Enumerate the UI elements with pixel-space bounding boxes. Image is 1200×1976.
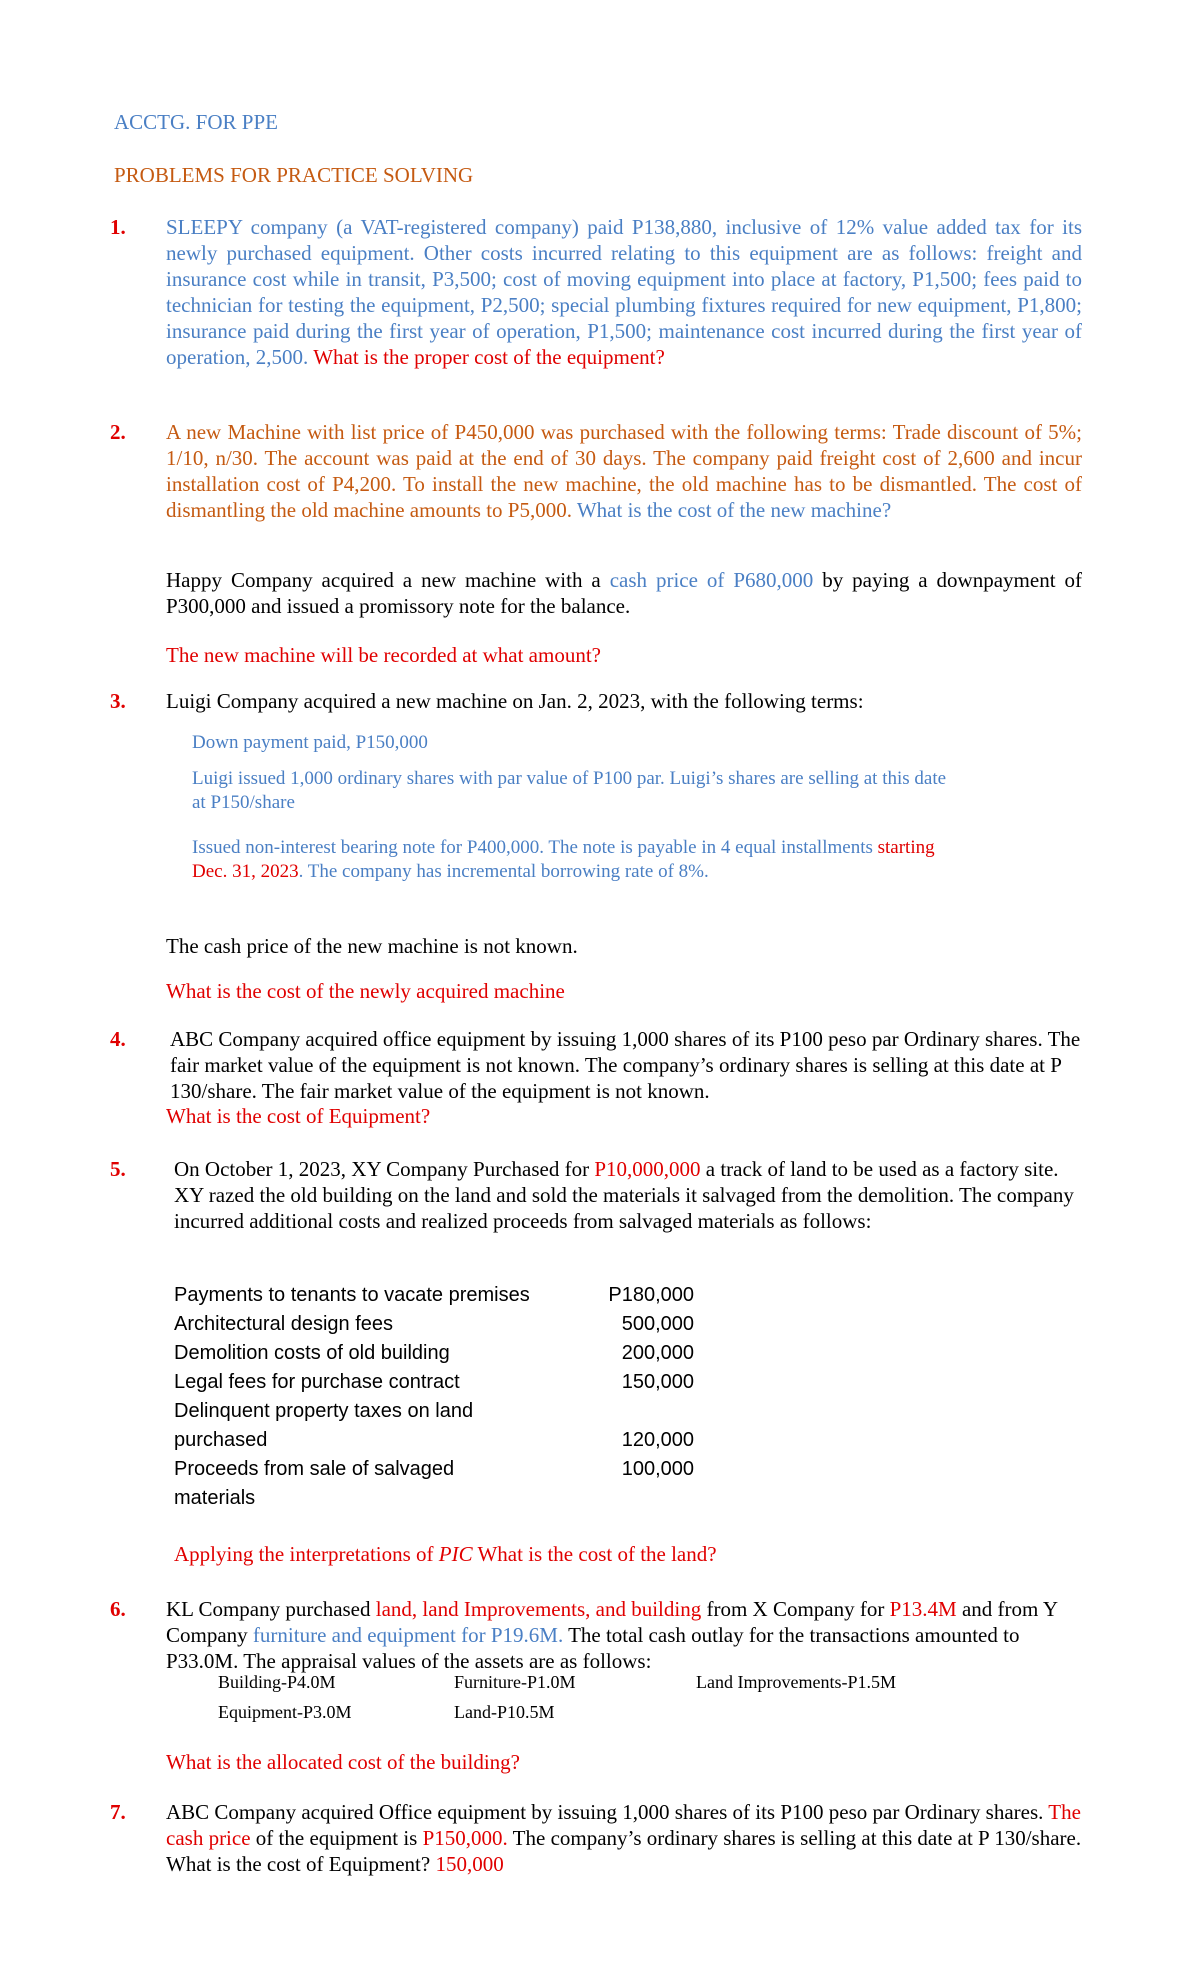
p7-cash-price-label: The cash price: [166, 1800, 1081, 1850]
item-value: 100,000: [621, 1458, 694, 1480]
p7-cash-price: P150,000.: [422, 1826, 508, 1850]
problem-5-q-text-1: Applying the interpretations of: [174, 1542, 439, 1566]
table-row: [174, 1339, 694, 1368]
problem-6-question: What is the allocated cost of the building?: [166, 1750, 520, 1774]
problem-5-q-pic: PIC: [438, 1542, 473, 1566]
item-value: 500,000: [621, 1313, 694, 1335]
p6-text-1: KL Company purchased: [166, 1597, 376, 1621]
item-value: 150,000: [621, 1371, 694, 1393]
table-row: [174, 1484, 694, 1513]
problem-3-term-1: Down payment paid, P150,000: [192, 732, 428, 753]
table-row: [174, 1368, 694, 1397]
problem-4-number: 4.: [110, 1027, 126, 1051]
p7-text-3: The company’s ordinary shares is selling at this date at P 130/share. What is the cost of Equipment?: [166, 1826, 1082, 1876]
problem-1-body: SLEEPY company (a VAT-registered company) paid P138,880, inclusive of 12% value added tax for its newly purchased equipment. Other costs incurred relating to this equipment are as follows: freight and insurance cost while in transit, P3,500; cost of moving equipment into place at factory, P1,500; fees paid to technician for testing the equipment, P2,500; special plumbing fixtures required for new equipment, P1,800; insurance paid during the first year of operation, P1,500; maintenance cost incurred during the first year of operation, 2,500.: [166, 215, 1082, 369]
problem-3-number: 3.: [110, 689, 126, 713]
p6-text-2: from X Company for: [701, 1597, 890, 1621]
problem-5-question: [174, 1542, 717, 1567]
item-label: Architectural design fees: [174, 1313, 394, 1335]
item-label: Legal fees for purchase contract: [174, 1371, 460, 1393]
problem-5-q-text-2: What is the cost of the land?: [472, 1542, 717, 1566]
problem-1-number: 1.: [110, 215, 126, 239]
p7-answer: 150,000: [435, 1852, 504, 1876]
happy-text-2: by paying a downpayment of P300,000 and issued a promissory note for the balance.: [166, 568, 1082, 618]
item-label: Demolition costs of old building: [174, 1342, 450, 1364]
problem-6-number: 6.: [110, 1597, 126, 1621]
happy-text-1: Happy Company acquired a new machine with a: [166, 568, 610, 592]
p6-amount-x: P13.4M: [889, 1597, 957, 1621]
problem-4-question: What is the cost of Equipment?: [166, 1104, 431, 1128]
problem-5-text-2: a track of land to be used as a factory site. XY razed the old building on the land and sold the materials it salvaged from the demolition. The company incurred additional costs and realized proceeds from salvaged materials as follows:: [174, 1157, 1074, 1233]
problem-3-term-3: [192, 836, 952, 884]
problem-2-body: A new Machine with list price of P450,000 was purchased with the following terms: Trade discount of 5%; 1/10, n/30. The account was paid at the end of 30 days. The company paid freight cost of 2,600 and incur installation cost of P4,200. To install the new machine, the old machine has to be dismantled. The cost of dismantling the old machine amounts to P5,000.: [166, 420, 1082, 522]
appraisal-equipment: Equipment-P3.0M: [218, 1702, 352, 1722]
item-label: materials: [174, 1487, 256, 1509]
appraisal-land: Land-P10.5M: [454, 1702, 555, 1722]
problem-1: [166, 214, 1082, 370]
item-value: [594, 1484, 694, 1513]
p7-text-2: of the equipment is: [250, 1826, 423, 1850]
table-row: [174, 1426, 694, 1455]
item-label: Payments to tenants to vacate premises: [174, 1284, 530, 1306]
problem-3-intro: Luigi Company acquired a new machine on Jan. 2, 2023, with the following terms:: [166, 689, 864, 713]
appraisal-land-improvements: Land Improvements-P1.5M: [696, 1672, 896, 1692]
problem-3-note: The cash price of the new machine is not known.: [166, 934, 578, 958]
item-label: purchased: [174, 1429, 268, 1451]
item-value: 120,000: [621, 1429, 694, 1451]
p6-text-4: The total cash outlay for the transactions amounted to P33.0M. The appraisal values of the assets are as follows:: [166, 1623, 1020, 1673]
problem-3-term-2: Luigi issued 1,000 ordinary shares with par value of P100 par. Luigi’s shares are selling at this date at P150/share: [192, 768, 947, 813]
problem-4-body: ABC Company acquired office equipment by issuing 1,000 shares of its P100 peso par Ordinary shares. The fair market value of the equipment is not known. The company’s ordinary shares is selling at this date at P 130/share. The fair market value of the equipment is not known.: [170, 1027, 1081, 1103]
term-3-text-c: . The company has incremental borrowing rate of 8%.: [298, 861, 709, 882]
p7-text-1: ABC Company acquired Office equipment by issuing 1,000 shares of its P100 peso par Ordinary shares.: [166, 1800, 1049, 1824]
table-row: [174, 1310, 694, 1339]
appraisal-furniture: Furniture-P1.0M: [454, 1672, 576, 1692]
doc-title: ACCTG. FOR PPE: [114, 110, 278, 134]
problem-1-question: What is the proper cost of the equipment?: [313, 345, 665, 369]
problem-5-number: 5.: [110, 1157, 126, 1181]
happy-cash-price: cash price of P680,000: [609, 568, 814, 592]
item-value: P180,000: [608, 1284, 694, 1306]
item-value: [594, 1397, 694, 1426]
table-row: [174, 1455, 694, 1484]
item-value: 200,000: [621, 1342, 694, 1364]
item-label: Delinquent property taxes on land: [174, 1400, 474, 1422]
term-3-date: starting Dec. 31, 2023: [192, 837, 935, 882]
p6-assets-x: land, land Improvements, and building: [375, 1597, 702, 1621]
problem-2-number: 2.: [110, 420, 126, 444]
problem-2-question: What is the cost of the new machine?: [576, 498, 892, 522]
problem-7-body: [166, 1799, 1082, 1877]
table-row: [174, 1397, 694, 1426]
problem-5-body: [174, 1156, 1080, 1234]
problem-3-question: What is the cost of the newly acquired machine: [166, 979, 565, 1003]
happy-question: The new machine will be recorded at what amount?: [166, 643, 601, 667]
happy-company-problem: [166, 567, 1082, 619]
problem-5-text-1: On October 1, 2023, XY Company Purchased for: [174, 1157, 595, 1181]
problem-7-number: 7.: [110, 1800, 126, 1824]
appraisal-building: Building-P4.0M: [218, 1672, 336, 1692]
problem-6-body: [166, 1596, 1082, 1674]
cost-items-table: [174, 1281, 694, 1513]
problem-2: [166, 419, 1082, 523]
item-label: Proceeds from sale of salvaged: [174, 1458, 455, 1480]
doc-subtitle: PROBLEMS FOR PRACTICE SOLVING: [114, 163, 474, 187]
problem-5-amount: P10,000,000: [594, 1157, 701, 1181]
p6-assets-y: furniture and equipment for P19.6M.: [252, 1623, 564, 1647]
term-3-text-a: Issued non-interest bearing note for P400,000. The note is payable in 4 equal installments: [192, 837, 878, 858]
table-row: [174, 1281, 694, 1310]
p6-text-3: and from Y Company: [166, 1597, 1058, 1647]
